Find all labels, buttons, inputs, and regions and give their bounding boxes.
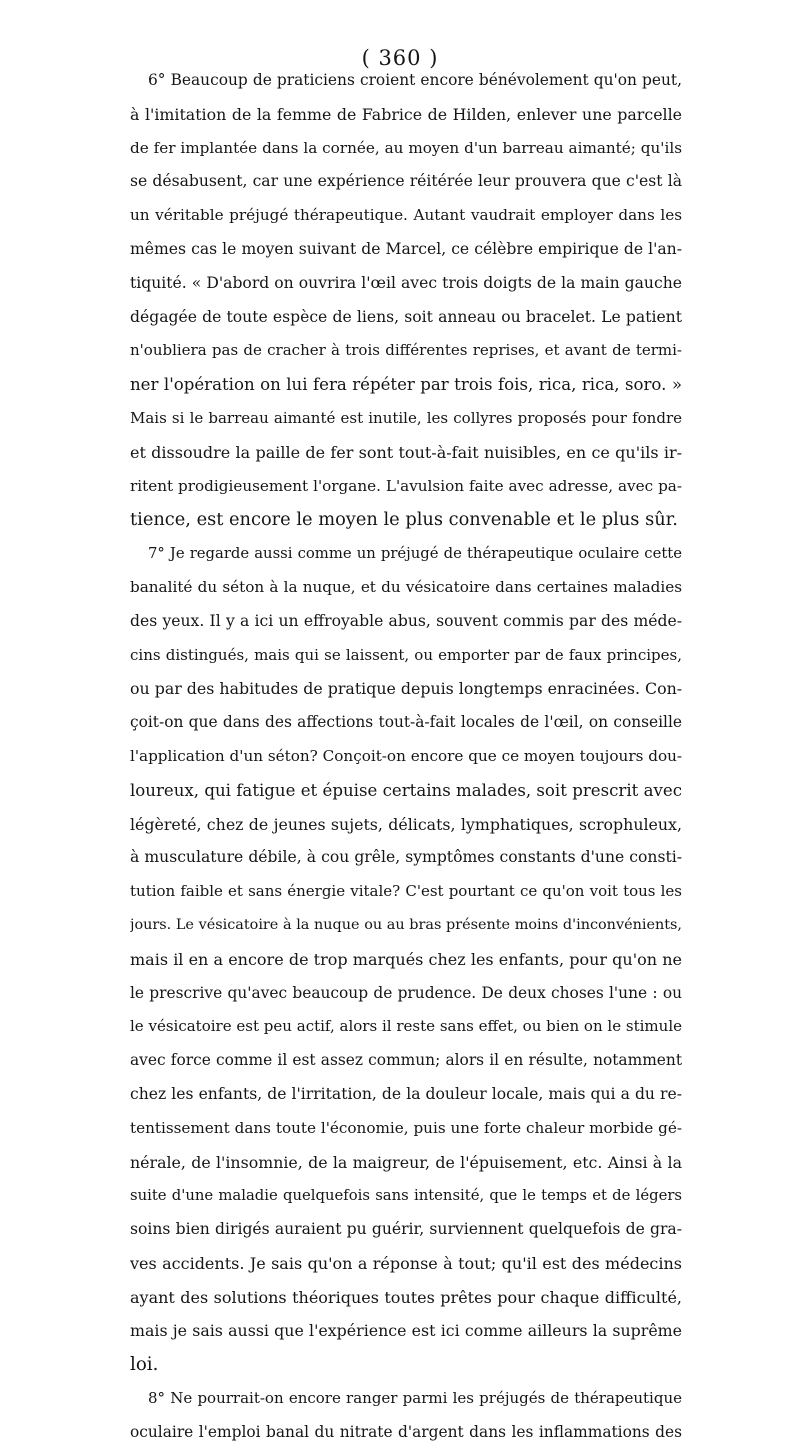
- text-line: tiquité. « D'abord on ouvrira l'œil avec trois doigts de la main gauche: [130, 273, 682, 292]
- text-line: Mais si le barreau aimanté est inutile, les collyres proposés pour fondre: [130, 408, 682, 427]
- text-line: loureux, qui fatigue et épuise certains malades, soit prescrit avec: [130, 780, 682, 800]
- text-line: loi.: [130, 1354, 159, 1376]
- text-line: 8° Ne pourrait-on encore ranger parmi les préjugés de thérapeutique: [148, 1389, 682, 1408]
- text-line: cins distingués, mais qui se laissent, ou emporter par de faux principes,: [130, 645, 682, 664]
- text-line: de fer implantée dans la cornée, au moyen d'un barreau aimanté; qu'ils: [130, 138, 682, 157]
- text-line: l'application d'un séton? Conçoit-on encore que ce moyen toujours dou-: [130, 746, 682, 765]
- text-line: 6° Beaucoup de praticiens croient encore bénévolement qu'on peut,: [148, 71, 682, 89]
- text-line: se désabusent, car une expérience réitérée leur prouvera que c'est là: [130, 172, 682, 191]
- text-line: ner l'opération on lui fera répéter par trois fois, rica, rica, soro. »: [130, 375, 682, 395]
- text-line: suite d'une maladie quelquefois sans intensité, que le temps et de légers: [130, 1187, 682, 1205]
- text-line: à musculature débile, à cou grêle, symptômes constants d'une consti-: [130, 848, 682, 867]
- text-line: ou par des habitudes de pratique depuis longtemps enracinées. Con-: [130, 679, 682, 699]
- text-line: dégagée de toute espèce de liens, soit anneau ou bracelet. Le patient: [130, 307, 682, 326]
- text-line: 7° Je regarde aussi comme un préjugé de thérapeutique oculaire cette: [148, 545, 682, 563]
- text-line: tience, est encore le moyen le plus convenable et le plus sûr.: [130, 509, 678, 531]
- text-line: çoit-on que dans des affections tout-à-fait locales de l'œil, on conseille: [130, 713, 682, 732]
- text-line: des yeux. Il y a ici un effroyable abus, souvent commis par des méde-: [130, 611, 682, 630]
- text-line: le prescrive qu'avec beaucoup de prudence. De deux choses l'une : ou: [130, 983, 682, 1002]
- text-line: avec force comme il est assez commun; alors il en résulte, notamment: [130, 1051, 682, 1070]
- text-line: jours. Le vésicatoire à la nuque ou au bras présente moins d'inconvénients,: [130, 916, 682, 933]
- text-line: et dissoudre la paille de fer sont tout-à-fait nuisibles, en ce qu'ils ir-: [130, 442, 682, 462]
- text-line: chez les enfants, de l'irritation, de la douleur locale, mais qui a du re-: [130, 1084, 682, 1103]
- text-line: ritent prodigieusement l'organe. L'avulsion faite avec adresse, avec pa-: [130, 476, 682, 495]
- text-line: légèreté, chez de jeunes sujets, délicats, lymphatiques, scrophuleux,: [130, 814, 682, 834]
- body-text: [130, 64, 682, 1450]
- text-line: banalité du séton à la nuque, et du vésicatoire dans certaines maladies: [130, 577, 682, 596]
- text-line: oculaire l'emploi banal du nitrate d'argent dans les inflammations des: [130, 1422, 682, 1441]
- text-line: mais je sais aussi que l'expérience est ici comme ailleurs la suprême: [130, 1321, 682, 1341]
- text-line: mais il en a encore de trop marqués chez les enfants, pour qu'on ne: [130, 949, 682, 969]
- text-line: soins bien dirigés auraient pu guérir, surviennent quelquefois de gra-: [130, 1220, 682, 1239]
- page-number: ( 360 ): [361, 46, 439, 70]
- text-line: nérale, de l'insomnie, de la maigreur, de l'épuisement, etc. Ainsi à la: [130, 1152, 682, 1172]
- text-line: mêmes cas le moyen suivant de Marcel, ce célèbre empirique de l'an-: [130, 239, 682, 258]
- text-line: à l'imitation de la femme de Fabrice de Hilden, enlever une parcelle: [130, 104, 682, 124]
- text-line: ayant des solutions théoriques toutes prêtes pour chaque difficulté,: [130, 1287, 682, 1307]
- text-line: le vésicatoire est peu actif, alors il reste sans effet, ou bien on le stimule: [130, 1017, 682, 1036]
- text-line: n'oubliera pas de cracher à trois différentes reprises, et avant de termi-: [130, 341, 682, 360]
- text-line: tution faible et sans énergie vitale? C'est pourtant ce qu'on voit tous les: [130, 882, 682, 901]
- text-line: tentissement dans toute l'économie, puis une forte chaleur morbide gé-: [130, 1118, 682, 1137]
- text-line: ves accidents. Je sais qu'on a réponse à tout; qu'il est des médecins: [130, 1253, 682, 1273]
- text-line: un véritable préjugé thérapeutique. Autant vaudrait employer dans les: [130, 206, 682, 225]
